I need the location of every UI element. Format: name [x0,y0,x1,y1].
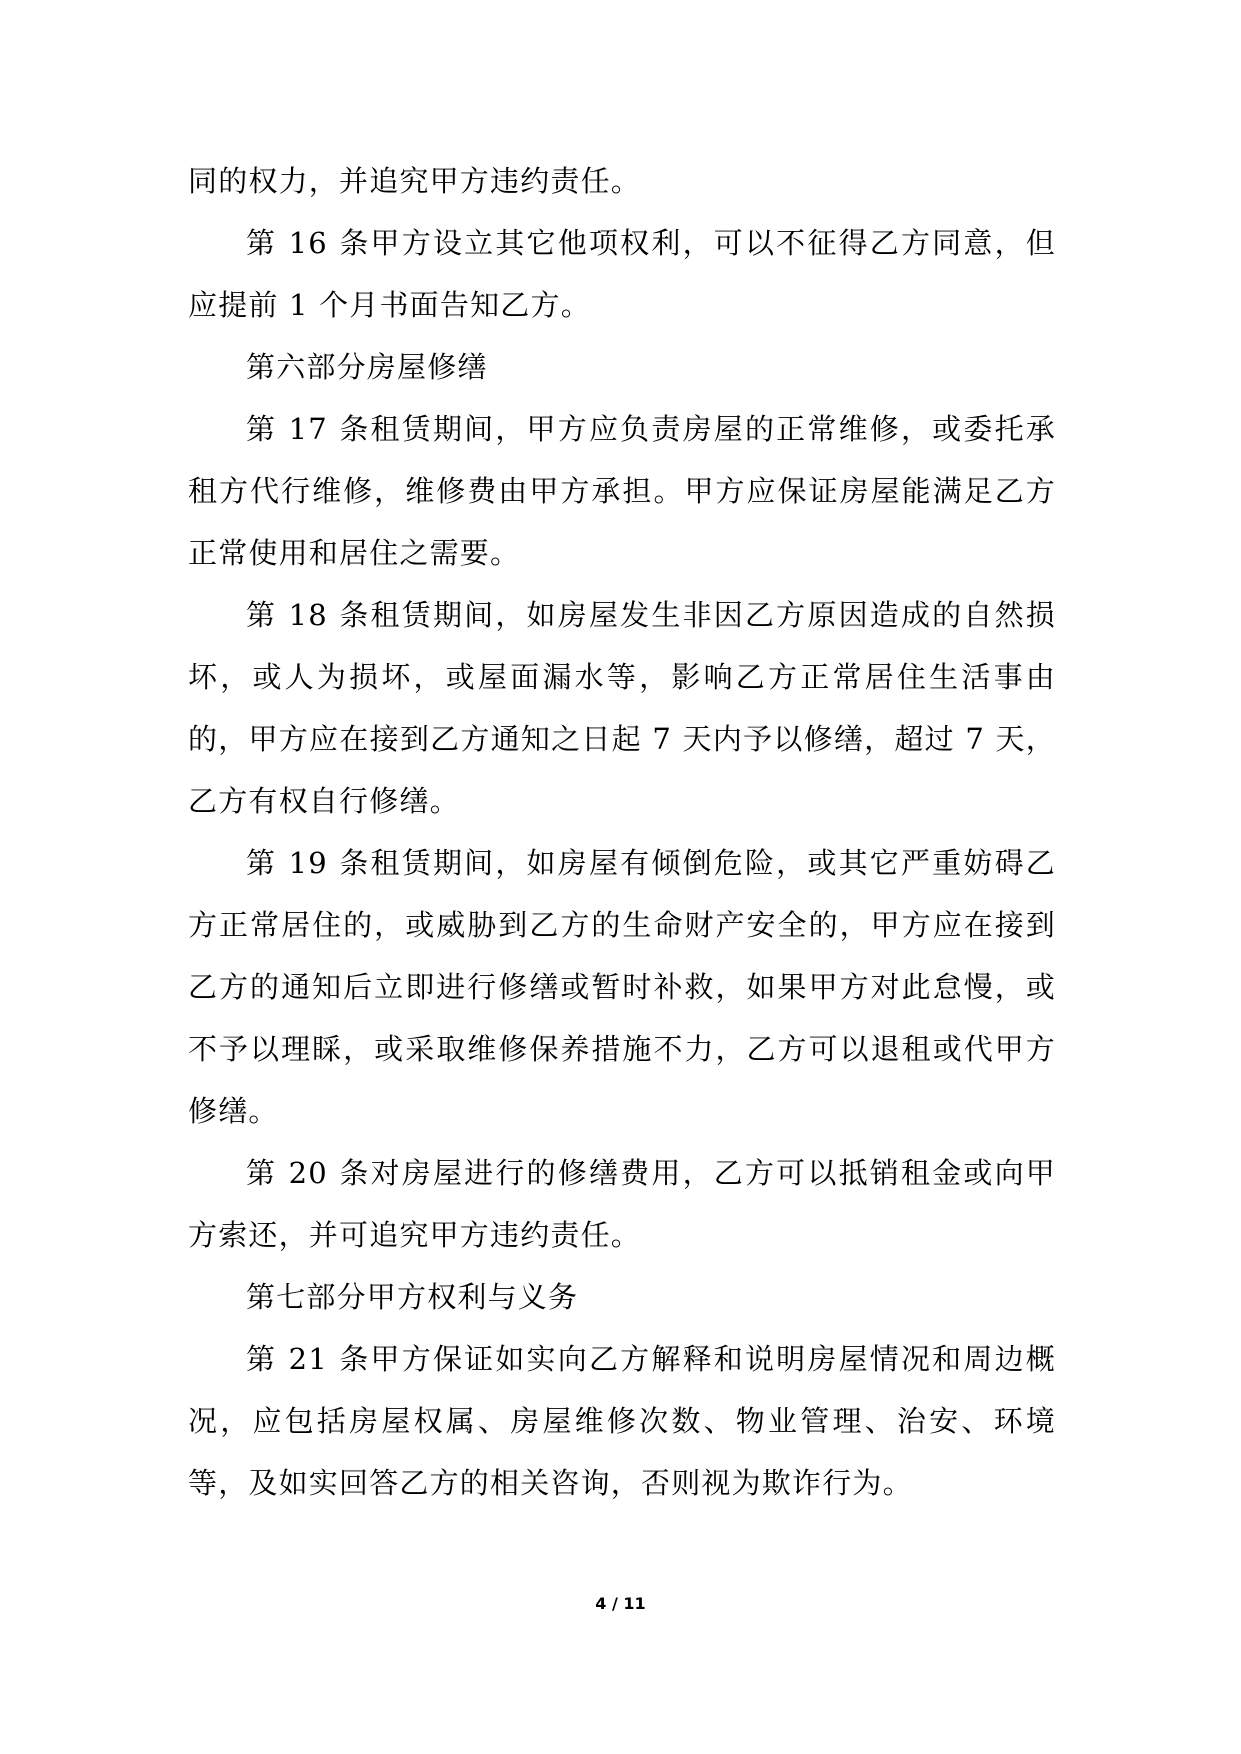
clause-19: 第 19 条租赁期间，如房屋有倾倒危险，或其它严重妨碍乙方正常居住的，或威胁到乙方的生命财产安全的，甲方应在接到乙方的通知后立即进行修缮或暂时补救，如果甲方对此怠慢，或不予以理睬，或采取维修保养措施不力，乙方可以退租或代甲方修缮。 [188,846,1056,1128]
clause-18: 第 18 条租赁期间，如房屋发生非因乙方原因造成的自然损坏，或人为损坏，或屋面漏水等，影响乙方正常居住生活事由的，甲方应在接到乙方通知之日起 7 天内予以修缮，超过 7 天，乙方有权自行修缮。 [188,598,1056,818]
paragraph-continuation: 同的权力，并追究甲方违约责任。 [188,164,642,198]
clause-21: 第 21 条甲方保证如实向乙方解释和说明房屋情况和周边概况，应包括房屋权属、房屋维修次数、物业管理、治安、环境等，及如实回答乙方的相关咨询，否则视为欺诈行为。 [188,1342,1056,1500]
clause-20: 第 20 条对房屋进行的修缮费用，乙方可以抵销租金或向甲方索还，并可追究甲方违约责任。 [188,1156,1056,1252]
clause-17: 第 17 条租赁期间，甲方应负责房屋的正常维修，或委托承租方代行维修，维修费由甲方承担。甲方应保证房屋能满足乙方正常使用和居住之需要。 [188,412,1056,570]
section-heading-part-7: 第七部分甲方权利与义务 [246,1280,579,1314]
clause-16: 第 16 条甲方设立其它他项权利，可以不征得乙方同意，但应提前 1 个月书面告知乙方。 [188,226,1056,322]
section-heading-part-6: 第六部分房屋修缮 [246,350,488,384]
page-number: 4 / 11 [595,1594,646,1613]
document-body [188,150,1056,1514]
